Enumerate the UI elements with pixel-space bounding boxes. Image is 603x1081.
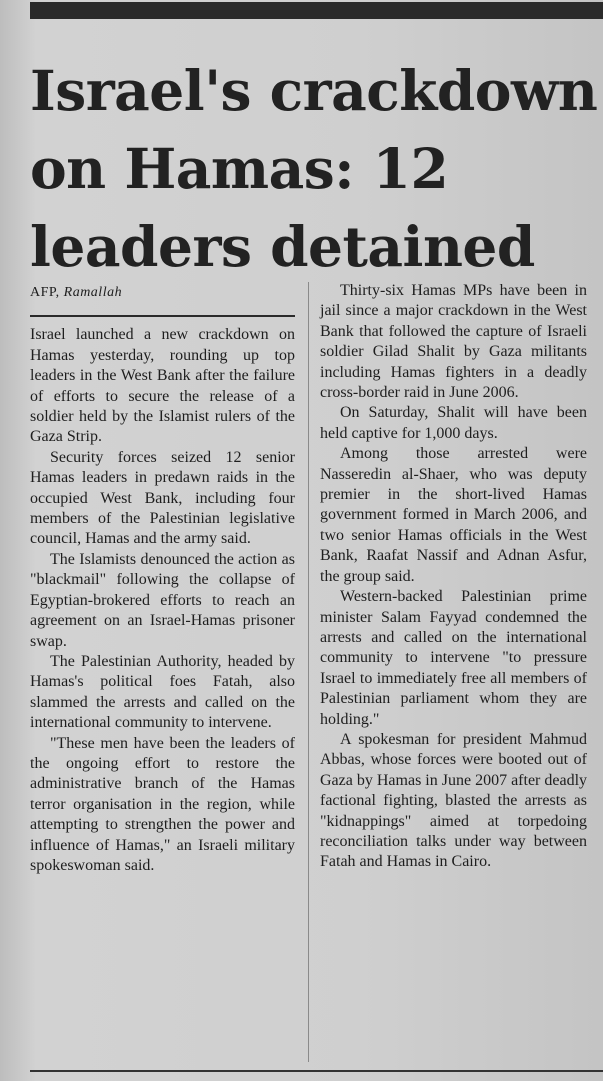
paragraph: Thirty-six Hamas MPs have been in jail since a major crackdown in the West Bank that followed the capture of Israeli soldier Gilad Shalit by Gaza militants including Hamas fighters in a deadly cross-border raid in June 2006. [320,282,587,402]
paragraph: Among those arrested were Nasseredin al-Shaer, who was deputy premier in the short-lived Hamas government formed in March 2006, and two senior Hamas officials in the West Bank, Raafat Nassif and Adnan Asfur, the group said. [320,445,587,585]
paragraph: The Islamists denounced the action as "blackmail" following the collapse of Egyptian-brokered efforts to reach an agreement on an Israel-Hamas prisoner swap. [30,550,295,650]
byline-place: Ramallah [63,285,123,300]
byline [30,283,295,317]
paragraph: "These men have been the leaders of the ongoing effort to restore the administrative branch of the Hamas terror organisation in the region, while attempting to strengthen the power and influence of Hamas," an Israeli military spokeswoman said. [30,734,295,874]
headline: Israel's crackdown on Hamas: 12 leaders detained [30,58,598,279]
top-rule [30,2,603,19]
paragraph: Western-backed Palestinian prime minister Salam Fayyad condemned the arrests and called on the international community to intervene "to pressure Israel to immediately free all members of Palestinian parliament whom they are holding." [320,588,587,728]
paragraph: A spokesman for president Mahmud Abbas, whose forces were booted out of Gaza by Hamas in June 2007 after deadly factional fighting, blasted the arrests as "kidnappings" aimed at torpedoing reconciliation talks under way between Fatah and Hamas in Cairo. [320,730,588,871]
paragraph: Israel launched a new crackdown on Hamas yesterday, rounding up top leaders in the West Bank after the failure of efforts to secure the release of a soldier held by the Islamist rulers of the Gaza Strip. [30,326,295,446]
byline-agency: AFP, [30,285,60,300]
column-divider [308,282,309,1062]
left-column [30,283,295,876]
paragraph: On Saturday, Shalit will have been held captive for 1,000 days. [320,404,587,442]
right-column [320,281,587,873]
bottom-rule [30,1070,603,1072]
paragraph: Security forces seized 12 senior Hamas leaders in predawn raids in the occupied West Bank, including four members of the Palestinian legislative council, Hamas and the army said. [30,448,295,548]
paragraph: The Palestinian Authority, headed by Hamas's political foes Fatah, also slammed the arrests and called on the international community to intervene. [30,652,295,732]
